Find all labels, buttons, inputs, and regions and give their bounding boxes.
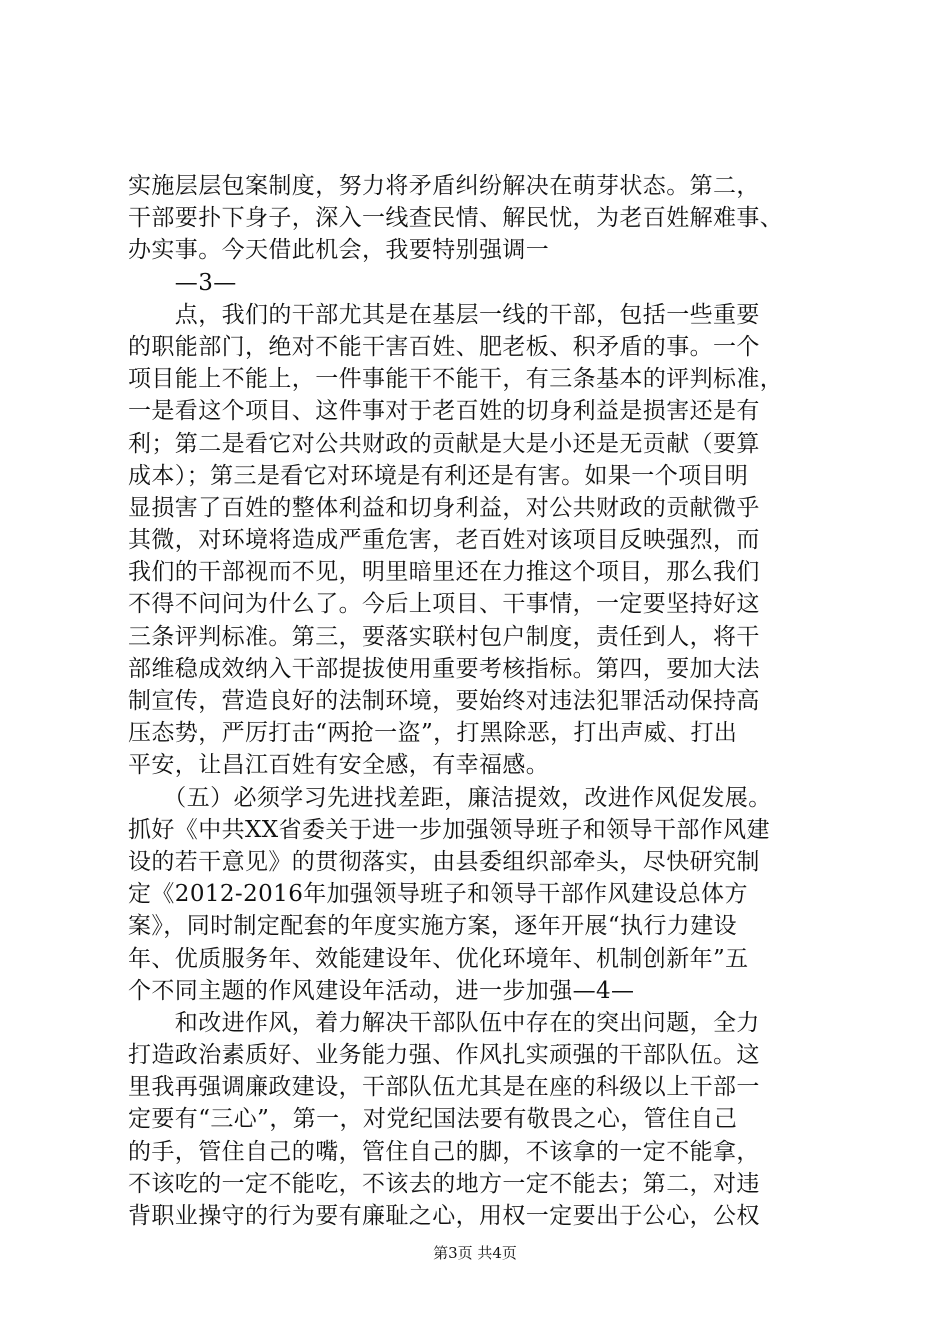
text-line: （五）必须学习先进找差距，廉洁提效，改进作风促发展。 [128, 784, 772, 811]
text-line: 打造政治素质好、业务能力强、作风扎实顽强的干部队伍。这 [128, 1042, 760, 1069]
text-line: 不得不问问为什么了。今后上项目、干事情，一定要坚持好这 [128, 591, 760, 618]
text-line: 实施层层包案制度，努力将矛盾纠纷解决在萌芽状态。第二， [128, 173, 760, 199]
text-line: 定《2012-2016年加强领导班子和领导干部作风建设总体方 [128, 881, 748, 908]
text-line: 我们的干部视而不见，明里暗里还在力推这个项目，那么我们 [128, 559, 760, 586]
text-line: 压态势，严厉打击“两抢一盗”，打黑除恶，打出声威、打出 [128, 720, 738, 747]
text-line: 定要有“三心”，第一，对党纪国法要有敬畏之心，管住自己 [128, 1106, 738, 1133]
text-line: 设的若干意见》的贯彻落实，由县委组织部牵头，尽快研究制 [128, 848, 760, 875]
body-text [128, 170, 848, 1232]
text-line: 部维稳成效纳入干部提拔使用重要考核指标。第四，要加大法 [128, 655, 760, 682]
text-line: 显损害了百姓的整体利益和切身利益，对公共财政的贡献微乎 [128, 494, 760, 521]
text-line: 一是看这个项目、这件事对于老百姓的切身利益是损害还是有 [128, 398, 760, 425]
text-line: 案》，同时制定配套的年度实施方案，逐年开展“执行力建设 [128, 913, 738, 940]
text-line: 干部要扑下身子，深入一线查民情、解民忧，为老百姓解难事、 [128, 205, 784, 232]
text-line: 三条评判标准。第三，要落实联村包户制度，责任到人，将干 [128, 623, 760, 650]
text-line: 点，我们的干部尤其是在基层一线的干部，包括一些重要 [128, 301, 760, 328]
text-line: 的职能部门，绝对不能干害百姓、肥老板、积矛盾的事。一个 [128, 333, 760, 360]
text-line: 个不同主题的作风建设年活动，进一步加强—4— [128, 977, 635, 1004]
text-line: 制宣传，营造良好的法制环境，要始终对违法犯罪活动保持高 [128, 688, 760, 714]
text-line: 项目能上不能上，一件事能干不能干，有三条基本的评判标准， [128, 366, 784, 393]
text-line: 其微，对环境将造成严重危害，老百姓对该项目反映强烈，而 [128, 527, 760, 554]
text-line: 的手，管住自己的嘴，管住自己的脚，不该拿的一定不能拿， [128, 1138, 760, 1165]
text-line: 和改进作风，着力解决干部队伍中存在的突出问题，全力 [128, 1009, 760, 1036]
text-line: —3— [128, 269, 237, 296]
text-line: 里我再强调廉政建设，干部队伍尤其是在座的科级以上干部一 [128, 1074, 760, 1101]
text-line: 抓好《中共XX省委关于进一步加强领导班子和领导干部作风建 [128, 816, 770, 843]
text-line: 利；第二是看它对公共财政的贡献是大是小还是无贡献（要算 [128, 430, 760, 457]
text-line: 成本）；第三是看它对环境是有利还是有害。如果一个项目明 [128, 462, 749, 489]
text-line: 办实事。今天借此机会，我要特别强调一 [128, 237, 550, 264]
text-line: 平安，让昌江百姓有安全感，有幸福感。 [128, 752, 550, 779]
text-line: 不该吃的一定不能吃，不该去的地方一定不能去；第二，对违 [128, 1170, 760, 1197]
page-footer: 第3页 共4页 [433, 1244, 517, 1262]
text-line: 年、优质服务年、效能建设年、优化环境年、机制创新年”五 [128, 945, 749, 972]
text-line: 背职业操守的行为要有廉耻之心，用权一定要出于公心，公权 [128, 1203, 760, 1229]
